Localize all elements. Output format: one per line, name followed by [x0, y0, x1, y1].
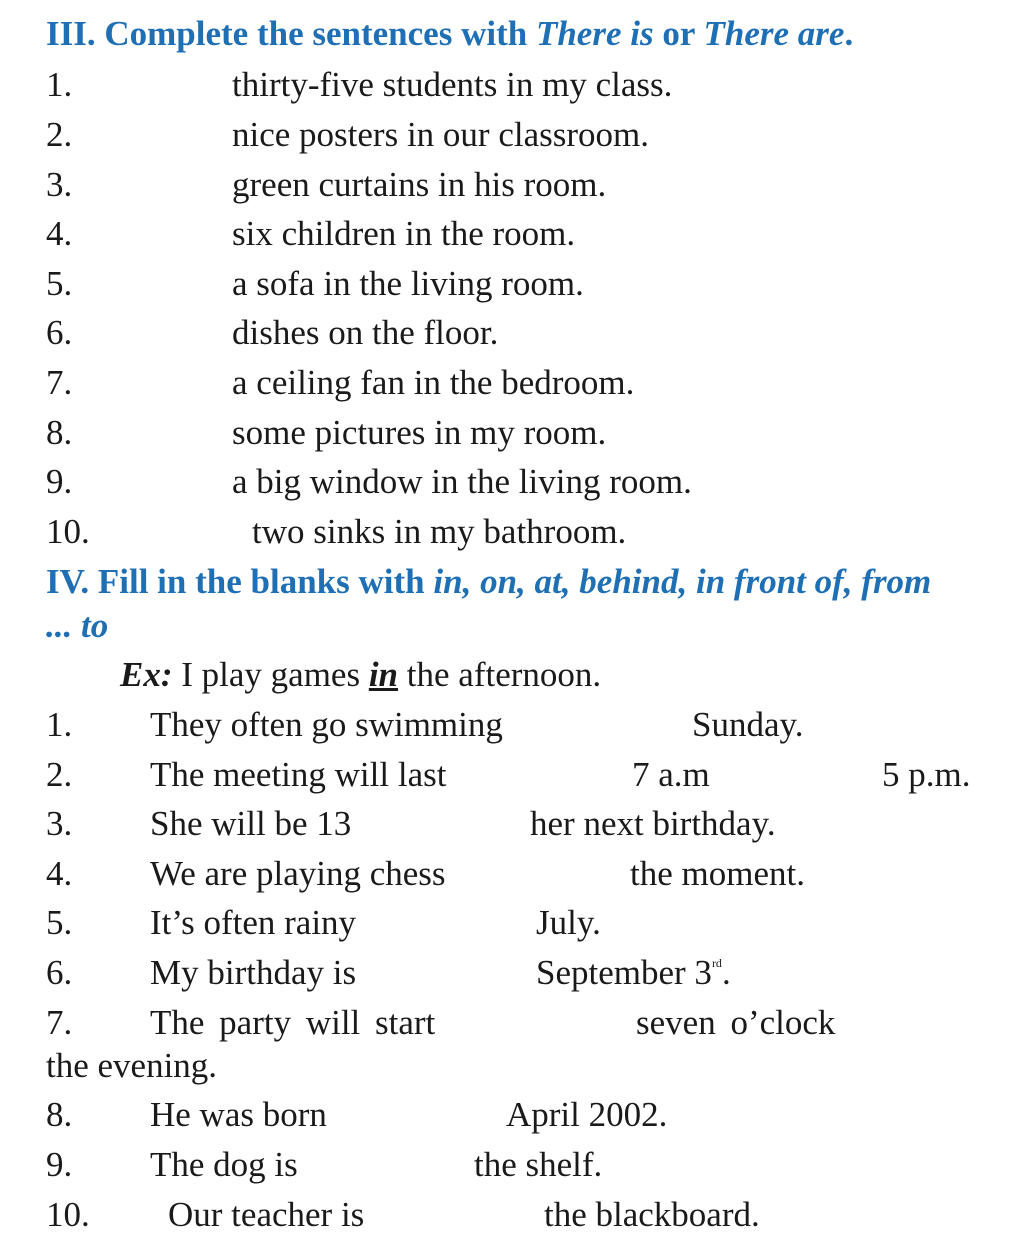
s3-item-9-number: 9.: [46, 462, 73, 501]
section-3-title-end: .: [844, 14, 854, 53]
s4-item-6-part-1: My birthday is: [150, 953, 357, 992]
section-4-title-em: in, on, at, behind, in front of, from: [433, 562, 932, 601]
section-3-title-em-2: There are: [703, 14, 845, 53]
s3-item-8-number: 8.: [46, 413, 73, 452]
example-line: [120, 655, 601, 695]
s4-item-2-part-2: 7 a.m: [632, 755, 710, 794]
s4-item-5-part-2: July.: [536, 903, 601, 942]
example-label: Ex:: [120, 655, 173, 694]
section-4-title-line-2: [46, 606, 108, 646]
s3-item-6-number: 6.: [46, 313, 73, 352]
s4-item-7-part-1: The party will start: [150, 1003, 436, 1042]
s3-item-5-number: 5.: [46, 264, 73, 303]
s3-item-10-number: 10.: [46, 512, 90, 551]
s4-item-6-part-2-group: [536, 953, 731, 993]
s3-item-2-text: nice posters in our classroom.: [232, 115, 649, 154]
s3-item-7-text: a ceiling fan in the bedroom.: [232, 363, 635, 402]
s3-item-7-number: 7.: [46, 363, 73, 402]
s3-item-8-text: some pictures in my room.: [232, 413, 607, 452]
s4-item-9-part-2: the shelf.: [474, 1145, 603, 1184]
s4-item-4-number: 4.: [46, 854, 73, 893]
s3-item-6-text: dishes on the floor.: [232, 313, 499, 352]
s4-item-2-part-3: 5 p.m.: [882, 755, 971, 794]
s4-item-6-sup: rd: [711, 956, 722, 971]
s4-item-6-part-2: September 3: [536, 953, 712, 992]
s4-item-4-part-2: the moment.: [630, 854, 805, 893]
s4-item-7-number: 7.: [46, 1003, 73, 1042]
section-3-title-prefix: III. Complete the sentences with: [46, 14, 536, 53]
s3-item-9-text: a big window in the living room.: [232, 462, 692, 501]
s4-item-10-part-1: Our teacher is: [168, 1195, 365, 1234]
s4-item-3-number: 3.: [46, 804, 73, 843]
s3-item-5-text: a sofa in the living room.: [232, 264, 584, 303]
s4-item-4-part-1: We are playing chess: [150, 854, 446, 893]
s4-item-9-number: 9.: [46, 1145, 73, 1184]
example-before: I play games: [172, 655, 369, 694]
s4-item-7-line-2: the evening.: [46, 1046, 218, 1085]
s4-item-1-part-1: They often go swimming: [150, 705, 503, 744]
s3-item-4-number: 4.: [46, 214, 73, 253]
s3-item-3-number: 3.: [46, 165, 73, 204]
section-4-title: [46, 562, 931, 602]
s3-item-4-text: six children in the room.: [232, 214, 576, 253]
s4-item-7-part-2: seven o’clock: [636, 1003, 836, 1042]
s4-item-8-number: 8.: [46, 1095, 73, 1134]
s4-item-8-part-1: He was born: [150, 1095, 327, 1134]
s4-item-6-number: 6.: [46, 953, 73, 992]
section-3-title-em-1: There is: [535, 14, 654, 53]
s4-item-10-number: 10.: [46, 1195, 90, 1234]
s4-item-2-part-1: The meeting will last: [150, 755, 447, 794]
example-answer: in: [368, 655, 399, 694]
s4-item-5-part-1: It’s often rainy: [150, 903, 357, 942]
s3-item-2-number: 2.: [46, 115, 73, 154]
section-4-title-line-2-text: ... to: [46, 606, 109, 645]
example-after: the afternoon.: [398, 655, 602, 694]
s4-item-3-part-1: She will be 13: [150, 804, 352, 843]
s3-item-3-text: green curtains in his room.: [232, 165, 607, 204]
s4-item-1-number: 1.: [46, 705, 73, 744]
s4-item-6-end: .: [721, 953, 731, 992]
s3-item-10-text: two sinks in my bathroom.: [252, 512, 627, 551]
s4-item-10-part-2: the blackboard.: [544, 1195, 760, 1234]
s4-item-5-number: 5.: [46, 903, 73, 942]
s4-item-3-part-2: her next birthday.: [530, 804, 776, 843]
s4-item-8-part-2: April 2002.: [506, 1095, 668, 1134]
s3-item-1-number: 1.: [46, 65, 73, 104]
s4-item-1-part-2: Sunday.: [692, 705, 804, 744]
s4-item-2-number: 2.: [46, 755, 73, 794]
s3-item-1-text: thirty-five students in my class.: [232, 65, 673, 104]
s4-item-9-part-1: The dog is: [150, 1145, 298, 1184]
section-4-title-prefix: IV. Fill in the blanks with: [46, 562, 434, 601]
section-3-title: [46, 14, 853, 54]
section-3-title-mid: or: [653, 14, 704, 53]
